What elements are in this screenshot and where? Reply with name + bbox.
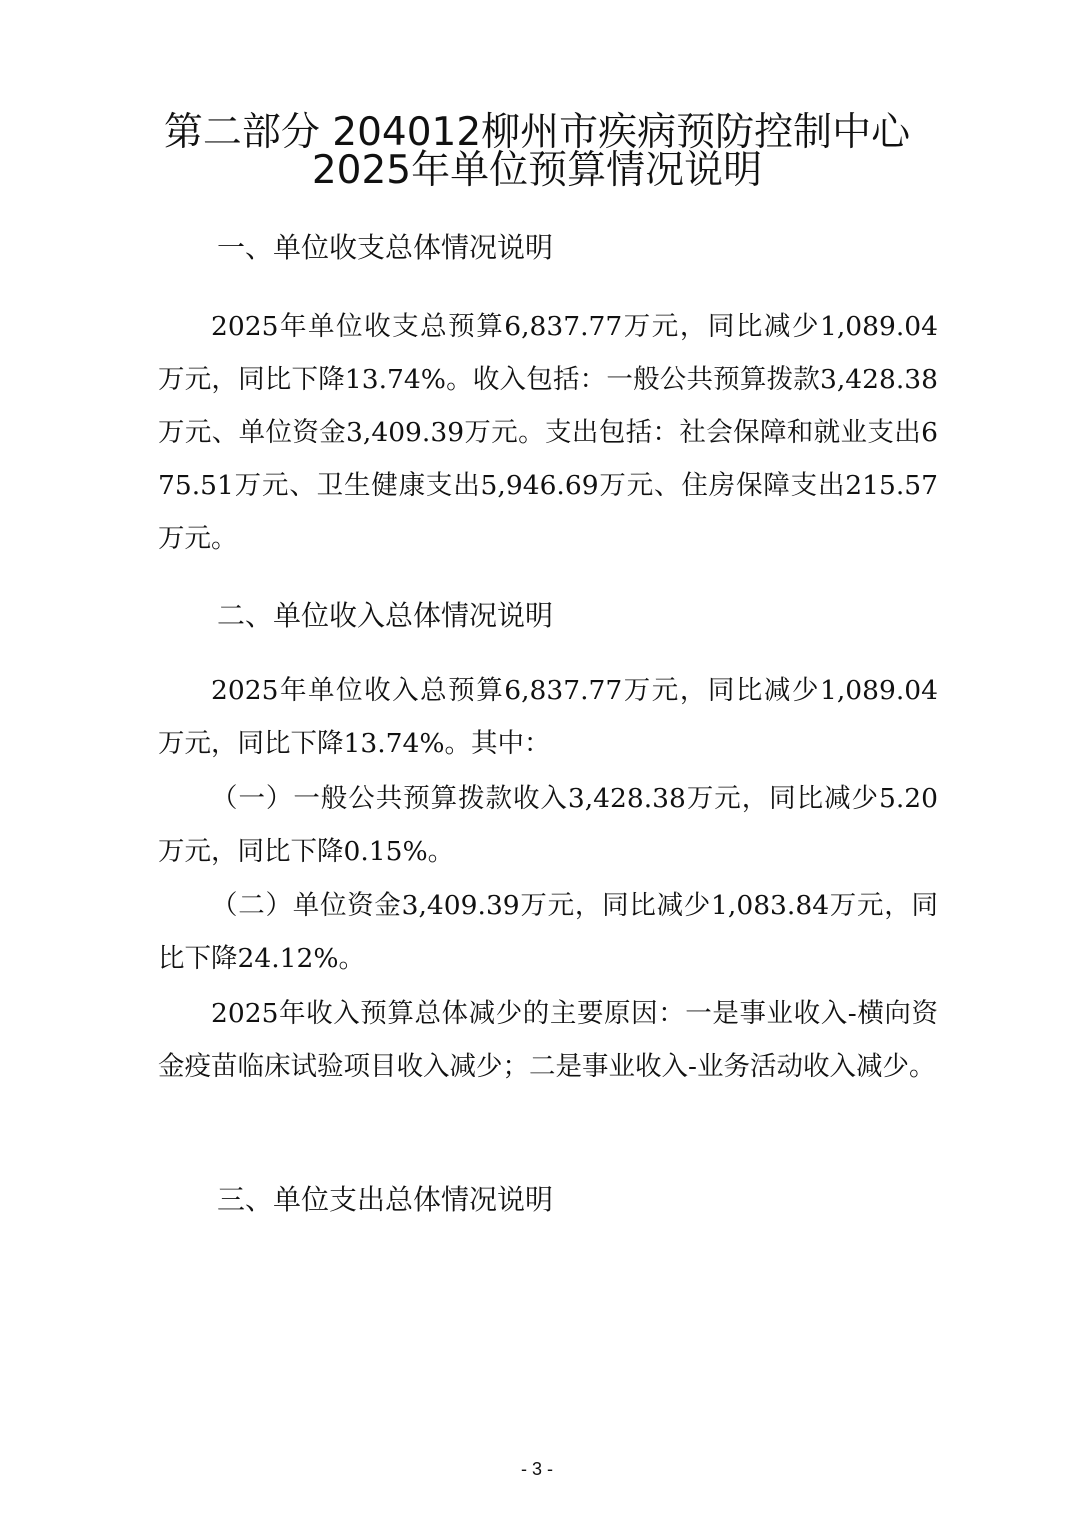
- document-title-line1: 第二部分 204012柳州市疾病预防控制中心: [163, 110, 911, 155]
- page-number: - 3 -: [520, 1459, 553, 1479]
- section-heading-3: 三、单位支出总体情况说明: [217, 1183, 554, 1216]
- paragraph-income-unit-funds: （二）单位资金3,409.39万元，同比减少1,083.84万元，同比下降24.12%。: [158, 890, 938, 974]
- paragraph-income-total: 2025年单位收入总预算6,837.77万元，同比减少1,089.04万元，同比下降13.74%。其中：: [158, 675, 938, 759]
- section-heading-2: 二、单位收入总体情况说明: [217, 599, 554, 632]
- paragraph-income-public-budget: （一）一般公共预算拨款收入3,428.38万元，同比减少5.20万元，同比下降0.15%。: [158, 783, 938, 867]
- paragraph-overall-budget: 2025年单位收支总预算6,837.77万元，同比减少1,089.04万元，同比下降13.74%。收入包括：一般公共预算拨款3,428.38万元、单位资金3,409.39万元。支出包括：社会保障和就业支出675.51万元、卫生健康支出5,946.69万元、住房保障支出215.57万元。: [158, 311, 938, 554]
- document-title-line2: 2025年单位预算情况说明: [311, 148, 763, 193]
- section-heading-1: 一、单位收支总体情况说明: [217, 231, 554, 264]
- paragraph-income-decrease-reason: 2025年收入预算总体减少的主要原因：一是事业收入-横向资金疫苗临床试验项目收入减少；二是事业收入-业务活动收入减少。: [158, 998, 938, 1082]
